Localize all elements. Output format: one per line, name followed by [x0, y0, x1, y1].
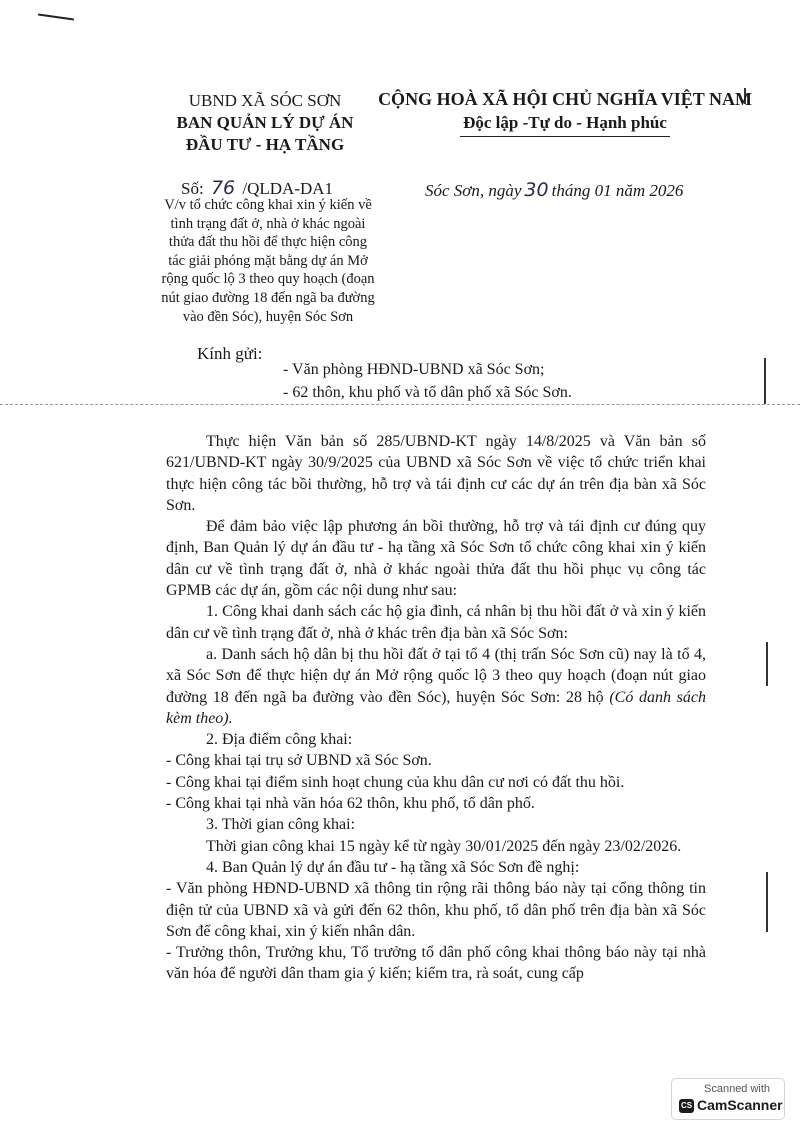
subject-line: nút giao đường 18 đến ngã ba đường: [161, 289, 375, 306]
handwritten-day: 30: [524, 179, 549, 201]
subject-line: V/v tổ chức công khai xin ý kiến về: [164, 197, 372, 213]
agency-name-line2: ĐẦU TƯ - HẠ TẦNG: [185, 135, 345, 154]
section-heading: 1. Công khai danh sách các hộ gia đình, cá nhân bị thu hồi đất ở và xin ý kiến dân cư về tình trạng đất ở, nhà ở khác trên địa bàn xã Sóc Sơn:: [166, 603, 706, 642]
recipient-item: - 62 thôn, khu phố và tổ dân phố xã Sóc Sơn.: [283, 384, 572, 401]
list-item: - Công khai tại điểm sinh hoạt chung của khu dân cư nơi có đất thu hồi.: [166, 773, 625, 791]
paragraph: [166, 644, 706, 729]
paragraph: Thực hiện Văn bản số 285/UBND-KT ngày 14/8/2025 và Văn bản số 621/UBND-KT ngày 30/9/2025 của UBND xã Sóc Sơn về việc tổ chức triển khai thực hiện công tác bồi thường, hỗ trợ và tái định cư các dự án trên địa bàn xã Sóc Sơn.: [166, 433, 706, 514]
watermark-brand: CamScanner: [697, 1097, 783, 1113]
paragraph-text: a. Danh sách hộ dân bị thu hồi đất ở tại tổ 4 (thị trấn Sóc Sơn cũ) nay là tổ 4, xã Sóc Sơn để thực hiện dự án Mở rộng quốc lộ 3 theo quy hoạch (đoạn nút giao đường 18 đến ngã ba đường vào đền Sóc), huyện Sóc Sơn: 28 hộ: [166, 645, 706, 706]
section-heading: 2. Địa điểm công khai:: [206, 731, 353, 749]
section-heading: 4. Ban Quản lý dự án đầu tư - hạ tầng xã Sóc Sơn đề nghị:: [206, 858, 580, 876]
motto: Độc lập -Tự do - Hạnh phúc: [463, 113, 667, 132]
list-item: - Trưởng thôn, Trưởng khu, Tổ trưởng tổ dân phố công khai thông báo này tại nhà văn hóa để người dân tham gia ý kiến; kiểm tra, rà soát, cung cấp: [166, 944, 706, 983]
watermark-caption: Scanned with: [704, 1083, 771, 1095]
subject-line: thửa đất thu hồi để thực hiện công: [168, 234, 368, 251]
edge-mark: [766, 642, 768, 686]
subject-line: rộng quốc lộ 3 theo quy hoạch (đoạn: [161, 271, 375, 288]
number-prefix: Số:: [181, 179, 204, 198]
list-item: - Công khai tại trụ sở UBND xã Sóc Sơn.: [166, 752, 432, 770]
scan-mark: [38, 14, 74, 21]
date-after: tháng 01 năm 2026: [551, 181, 684, 200]
subject-summary: [150, 196, 386, 326]
camscanner-watermark: [671, 1078, 785, 1120]
page-divider: [0, 404, 800, 405]
section-heading: 3. Thời gian công khai:: [206, 816, 356, 834]
recipient-item: - Văn phòng HĐND-UBND xã Sóc Sơn;: [283, 361, 545, 378]
issuing-agency: [150, 90, 380, 156]
place-date: [425, 179, 683, 201]
agency-name: BAN QUẢN LÝ DỰ ÁN: [176, 113, 354, 132]
subject-line: vào đền Sóc), huyện Sóc Sơn: [182, 308, 354, 325]
note-text: (Có danh sách kèm theo).: [166, 688, 707, 727]
edge-mark: [764, 358, 766, 404]
subject-line: tác giải phóng mặt bằng dự án Mở: [168, 252, 368, 269]
recipients-label: Kính gửi:: [197, 344, 263, 363]
national-title: [370, 87, 760, 137]
date-before: Sóc Sơn, ngày: [425, 181, 522, 200]
number-suffix: /QLDA-DA1: [242, 179, 334, 198]
list-item: - Văn phòng HĐND-UBND xã thông tin rộng rãi thông báo này tại cổng thông tin điện tử của UBND xã và gửi đến 62 thôn, khu phố, tổ dân phố trên địa bàn xã Sóc Sơn để công khai, xin ý kiến nhân dân.: [166, 880, 706, 940]
edge-mark: [766, 872, 768, 932]
list-item: - Công khai tại nhà văn hóa 62 thôn, khu phố, tổ dân phố.: [166, 795, 535, 813]
handwritten-number: 76: [210, 177, 236, 199]
subject-line: tình trạng đất ở, nhà ở khác ngoài: [170, 215, 366, 232]
agency-parent: UBND XÃ SÓC SƠN: [188, 91, 342, 110]
document-body: [166, 431, 706, 985]
country-name: CỘNG HOÀ XÃ HỘI CHỦ NGHĨA VIỆT NAM: [378, 89, 752, 109]
camscanner-logo-icon: CS: [679, 1099, 694, 1113]
paragraph: Thời gian công khai 15 ngày kể từ ngày 30/01/2025 đến ngày 23/02/2026.: [206, 837, 682, 855]
motto-underline: [460, 136, 670, 137]
paragraph: Để đảm bảo việc lập phương án bồi thường, hỗ trợ và tái định cư đúng quy định, Ban Quản lý dự án đầu tư - hạ tầng xã Sóc Sơn tổ chức công khai xin ý kiến dân cư về tình trạng đất ở, nhà ở khác ngoài thửa đất thu hồi phục vụ công tác GPMB các dự án, gồm các nội dung như sau:: [166, 518, 706, 600]
